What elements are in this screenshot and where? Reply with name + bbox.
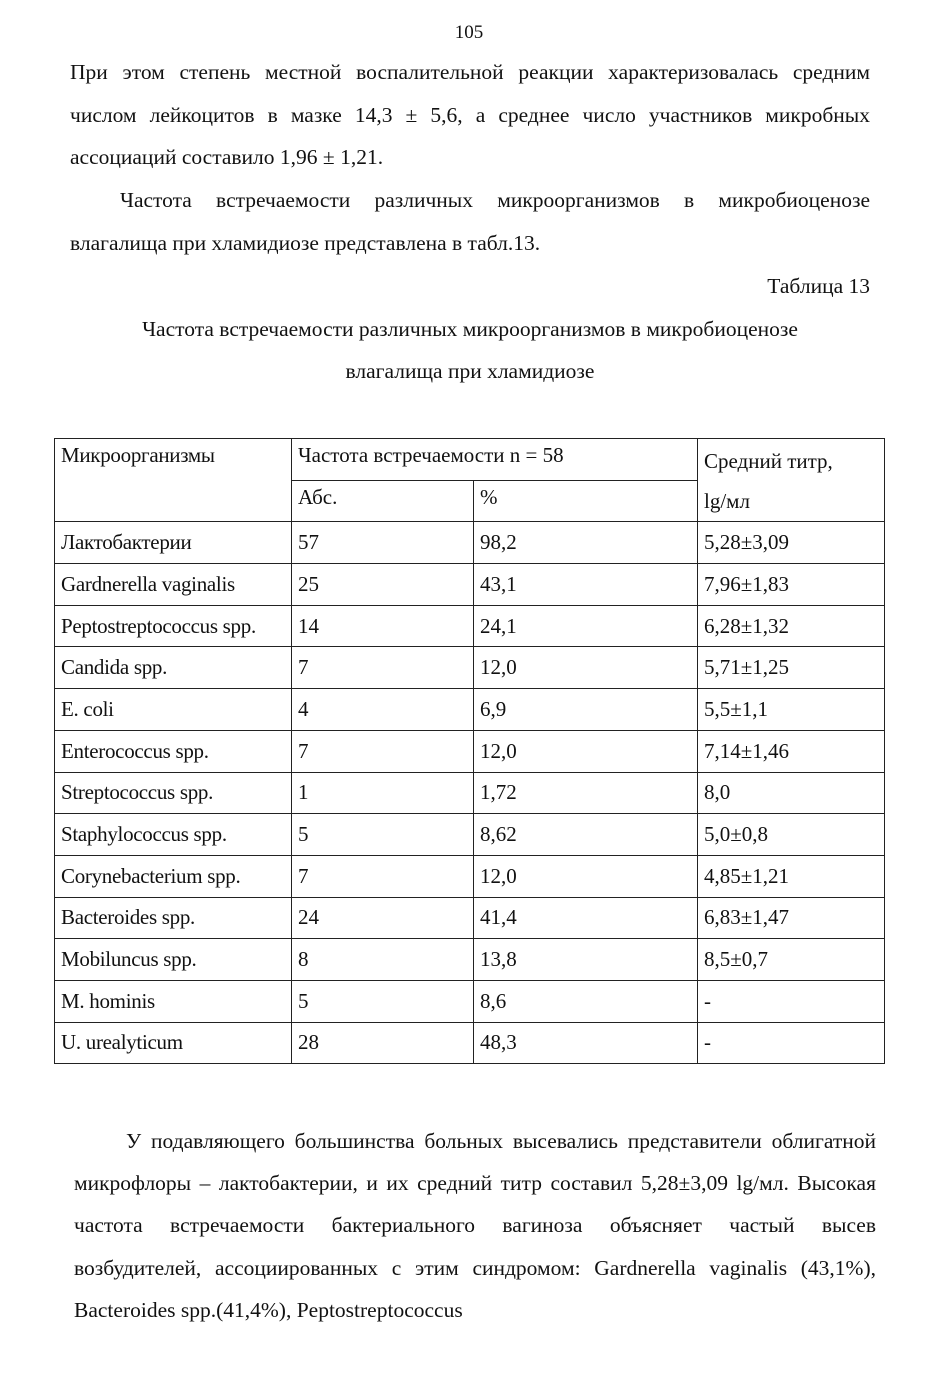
cell-percent: 1,72 — [474, 772, 698, 814]
cell-microorganism: Gardnerella vaginalis — [55, 564, 292, 606]
cell-microorganism: Лактобактерии — [55, 522, 292, 564]
cell-abs: 5 — [292, 980, 474, 1022]
cell-titer: - — [698, 980, 885, 1022]
table-row — [55, 897, 885, 939]
page-number: 105 — [454, 22, 484, 43]
cell-abs: 5 — [292, 814, 474, 856]
cell-titer: 5,28±3,09 — [698, 522, 885, 564]
header-titer-line-2: lg/мл — [704, 489, 750, 513]
cell-titer: 5,71±1,25 — [698, 647, 885, 689]
cell-microorganism: Enterococcus spp. — [55, 730, 292, 772]
cell-abs: 7 — [292, 730, 474, 772]
table-header-row — [55, 439, 885, 481]
header-microorganisms: Микроорганизмы — [55, 439, 292, 522]
cell-percent: 43,1 — [474, 564, 698, 606]
cell-microorganism: U. urealyticum — [55, 1022, 292, 1064]
microorganisms-table — [54, 438, 885, 1064]
cell-titer: 5,0±0,8 — [698, 814, 885, 856]
header-abs: Абс. — [292, 480, 474, 522]
table-row — [55, 1022, 885, 1064]
table-row — [55, 647, 885, 689]
table-row — [55, 564, 885, 606]
cell-titer: 4,85±1,21 — [698, 855, 885, 897]
table-caption — [70, 308, 870, 392]
table-row — [55, 814, 885, 856]
table-row — [55, 772, 885, 814]
cell-percent: 8,6 — [474, 980, 698, 1022]
table-caption-line-1: Частота встречаемости различных микроорганизмов в микробиоценозе — [142, 317, 798, 341]
cell-percent: 24,1 — [474, 605, 698, 647]
cell-titer: 7,96±1,83 — [698, 564, 885, 606]
cell-percent: 12,0 — [474, 730, 698, 772]
paragraph-inflammation: При этом степень местной воспалительной реакции характеризовалась средним числом лейкоцитов в мазке 14,3 ± 5,6, а среднее число участников микробных ассоциаций составило 1,96 ± 1,21. — [70, 60, 870, 169]
cell-microorganism: M. hominis — [55, 980, 292, 1022]
paragraph-discussion: У подавляющего большинства больных высевались представители облигатной микрофлоры – лактобактерии, и их средний титр составил 5,28±3,09 lg/мл. Высокая частота встречаемости бактериального вагиноза объясняет частый высев возбудителей, ассоциированных с этим синдромом: Gardnerella vaginalis (43,1%), Bacteroides spp.(41,4%), Peptostreptococcus — [74, 1129, 876, 1322]
table-row — [55, 689, 885, 731]
header-percent: % — [474, 480, 698, 522]
table-row — [55, 855, 885, 897]
cell-titer: - — [698, 1022, 885, 1064]
table-caption-line-2: влагалища при хламидиозе — [345, 359, 595, 383]
cell-abs: 28 — [292, 1022, 474, 1064]
cell-percent: 6,9 — [474, 689, 698, 731]
cell-abs: 25 — [292, 564, 474, 606]
cell-titer: 8,0 — [698, 772, 885, 814]
cell-titer: 5,5±1,1 — [698, 689, 885, 731]
cell-microorganism: Candida spp. — [55, 647, 292, 689]
table-row — [55, 939, 885, 981]
cell-abs: 24 — [292, 897, 474, 939]
cell-percent: 8,62 — [474, 814, 698, 856]
cell-titer: 6,28±1,32 — [698, 605, 885, 647]
cell-abs: 4 — [292, 689, 474, 731]
cell-titer: 6,83±1,47 — [698, 897, 885, 939]
header-titer-line-1: Средний титр, — [704, 449, 833, 473]
cell-microorganism: Corynebacterium spp. — [55, 855, 292, 897]
cell-percent: 12,0 — [474, 647, 698, 689]
table-row — [55, 605, 885, 647]
cell-percent: 41,4 — [474, 897, 698, 939]
cell-microorganism: Peptostreptococcus spp. — [55, 605, 292, 647]
header-titer — [698, 439, 885, 522]
table-row — [55, 730, 885, 772]
table-label: Таблица 13 — [767, 274, 870, 298]
table-row — [55, 522, 885, 564]
cell-microorganism: Streptococcus spp. — [55, 772, 292, 814]
cell-abs: 57 — [292, 522, 474, 564]
table-row — [55, 980, 885, 1022]
cell-microorganism: Mobiluncus spp. — [55, 939, 292, 981]
cell-percent: 98,2 — [474, 522, 698, 564]
cell-percent: 13,8 — [474, 939, 698, 981]
cell-microorganism: E. coli — [55, 689, 292, 731]
cell-titer: 8,5±0,7 — [698, 939, 885, 981]
cell-percent: 12,0 — [474, 855, 698, 897]
cell-abs: 7 — [292, 647, 474, 689]
cell-titer: 7,14±1,46 — [698, 730, 885, 772]
cell-percent: 48,3 — [474, 1022, 698, 1064]
cell-abs: 7 — [292, 855, 474, 897]
cell-microorganism: Bacteroides spp. — [55, 897, 292, 939]
header-frequency: Частота встречаемости n = 58 — [292, 439, 698, 481]
cell-microorganism: Staphylococcus spp. — [55, 814, 292, 856]
cell-abs: 8 — [292, 939, 474, 981]
cell-abs: 14 — [292, 605, 474, 647]
cell-abs: 1 — [292, 772, 474, 814]
paragraph-frequency-intro: Частота встречаемости различных микроорганизмов в микробиоценозе влагалища при хламидиозе представлена в табл.13. — [70, 188, 870, 255]
